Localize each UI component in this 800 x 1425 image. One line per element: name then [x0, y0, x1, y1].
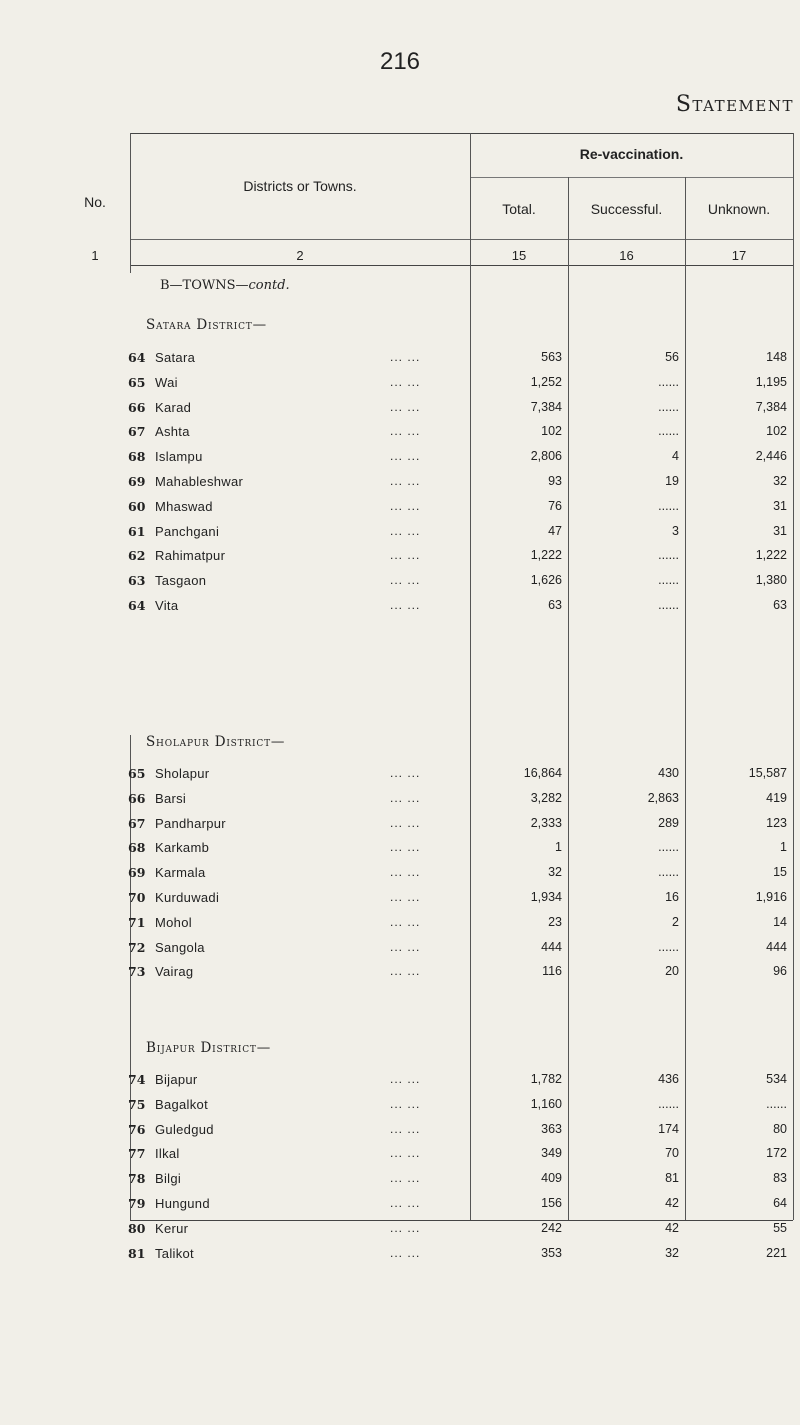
- town-name: Vita: [155, 598, 179, 613]
- total-value: 116: [542, 964, 562, 978]
- leader-dots: ... ...: [390, 816, 421, 830]
- row-number: 66: [128, 791, 146, 806]
- unknown-value: 7,384: [755, 400, 787, 414]
- leader-dots: ... ...: [390, 890, 421, 904]
- row-number: 64: [128, 598, 146, 613]
- successful-value: 42: [665, 1221, 679, 1235]
- successful-value: 42: [665, 1196, 679, 1210]
- successful-value: ......: [658, 865, 679, 879]
- row-number: 64: [128, 350, 146, 365]
- page-number: 216: [379, 48, 421, 75]
- leader-dots: ... ...: [390, 1196, 421, 1210]
- town-name: Mahableshwar: [155, 474, 244, 489]
- unknown-value: 15,587: [748, 766, 787, 780]
- col-divider-successful: [685, 177, 686, 1220]
- successful-value: ......: [658, 940, 679, 954]
- successful-value: 430: [658, 766, 679, 780]
- total-value: 7,384: [530, 400, 562, 414]
- town-name: Vairag: [155, 964, 194, 979]
- total-value: 76: [548, 499, 562, 513]
- unknown-value: 80: [773, 1122, 787, 1136]
- unknown-value: 444: [766, 940, 787, 954]
- leader-dots: ... ...: [390, 865, 421, 879]
- col-divider-district: [470, 133, 471, 1220]
- unknown-value: 1: [780, 840, 787, 854]
- row-number: 74: [128, 1072, 146, 1087]
- successful-value: ......: [658, 598, 679, 612]
- total-value: 444: [541, 940, 562, 954]
- total-value: 1,160: [530, 1097, 562, 1111]
- town-name: Karmala: [155, 865, 206, 880]
- town-name: Ilkal: [155, 1146, 180, 1161]
- successful-value: 289: [658, 816, 679, 830]
- unknown-value: 83: [773, 1171, 787, 1185]
- total-value: 409: [541, 1171, 562, 1185]
- unknown-value: 31: [773, 499, 787, 513]
- header-no: No.: [84, 194, 106, 210]
- town-name: Satara: [155, 350, 196, 365]
- colnum-no: 1: [91, 248, 99, 263]
- successful-value: ......: [658, 840, 679, 854]
- successful-value: ......: [658, 1097, 679, 1111]
- town-name: Karkamb: [155, 840, 210, 855]
- leader-dots: ... ...: [390, 1122, 421, 1136]
- successful-value: 19: [665, 474, 679, 488]
- town-name: Karad: [155, 400, 192, 415]
- unknown-value: 123: [766, 816, 787, 830]
- successful-value: ......: [658, 548, 679, 562]
- colnum-successful: 16: [619, 248, 634, 263]
- successful-value: 81: [665, 1171, 679, 1185]
- row-number: 71: [128, 915, 146, 930]
- total-value: 242: [541, 1221, 562, 1235]
- row-number: 69: [128, 474, 146, 489]
- unknown-value: 15: [773, 865, 787, 879]
- unknown-value: 1,380: [755, 573, 787, 587]
- page-heading: Statement: [675, 92, 794, 117]
- leader-dots: ... ...: [390, 573, 421, 587]
- leader-dots: ... ...: [390, 766, 421, 780]
- row-number: 75: [128, 1097, 146, 1112]
- town-name: Islampu: [155, 449, 203, 464]
- header-unknown: Unknown.: [707, 201, 771, 217]
- group-rule: [470, 177, 793, 178]
- town-name: Bagalkot: [155, 1097, 208, 1112]
- leader-dots: ... ...: [390, 474, 421, 488]
- successful-value: 20: [665, 964, 679, 978]
- colnum-rule: [130, 239, 793, 240]
- town-name: Bijapur: [155, 1072, 198, 1087]
- successful-value: ......: [658, 375, 679, 389]
- total-value: 353: [541, 1246, 562, 1260]
- leader-dots: ... ...: [390, 1072, 421, 1086]
- leader-dots: ... ...: [390, 524, 421, 538]
- town-name: Sangola: [155, 940, 205, 955]
- leader-dots: ... ...: [390, 548, 421, 562]
- leader-dots: ... ...: [390, 375, 421, 389]
- successful-value: 174: [658, 1122, 679, 1136]
- town-name: Panchgani: [155, 524, 220, 539]
- section-heading: Sholapur District—: [146, 734, 286, 750]
- total-value: 63: [548, 598, 562, 612]
- row-number: 65: [128, 766, 146, 781]
- leader-dots: ... ...: [390, 350, 421, 364]
- town-name: Barsi: [155, 791, 187, 806]
- successful-value: 70: [665, 1146, 679, 1160]
- leader-dots: ... ...: [390, 964, 421, 978]
- colnum-total: 15: [511, 248, 527, 263]
- row-number: 63: [128, 573, 146, 588]
- town-name: Mohol: [155, 915, 192, 930]
- subheading-main: B—TOWNS—: [160, 278, 249, 293]
- total-value: 1,782: [530, 1072, 562, 1086]
- town-name: Kurduwadi: [155, 890, 220, 905]
- unknown-value: 32: [773, 474, 787, 488]
- row-number: 68: [128, 449, 146, 464]
- successful-value: 3: [672, 524, 679, 538]
- leader-dots: ... ...: [390, 400, 421, 414]
- header-bottom-rule: [130, 265, 793, 266]
- row-number: 76: [128, 1122, 146, 1137]
- leader-dots: ... ...: [390, 840, 421, 854]
- leader-dots: ... ...: [390, 1171, 421, 1185]
- total-value: 1,934: [530, 890, 562, 904]
- successful-value: 32: [665, 1246, 679, 1260]
- unknown-value: 221: [766, 1246, 787, 1260]
- successful-value: 4: [672, 449, 679, 463]
- total-value: 1,626: [530, 573, 562, 587]
- successful-value: 436: [658, 1072, 679, 1086]
- header-revaccination: Re-vaccination.: [579, 146, 684, 162]
- total-value: 363: [541, 1122, 562, 1136]
- row-number: 79: [128, 1196, 146, 1211]
- unknown-value: 1,222: [755, 548, 787, 562]
- unknown-value: 14: [773, 915, 787, 929]
- leader-dots: ... ...: [390, 499, 421, 513]
- table-top-rule: [130, 133, 793, 134]
- total-value: 3,282: [530, 791, 562, 805]
- header-total: Total.: [502, 201, 536, 217]
- unknown-value: 148: [766, 350, 787, 364]
- successful-value: ......: [658, 499, 679, 513]
- successful-value: 2: [672, 915, 679, 929]
- town-name: Talikot: [155, 1246, 194, 1261]
- row-number: 70: [128, 890, 146, 905]
- unknown-value: 1,195: [755, 375, 787, 389]
- row-number: 67: [128, 816, 146, 831]
- row-number: 77: [128, 1146, 146, 1161]
- successful-value: 2,863: [647, 791, 679, 805]
- unknown-value: 1,916: [755, 890, 787, 904]
- successful-value: ......: [658, 424, 679, 438]
- colnum-district: 2: [296, 248, 304, 263]
- total-value: 93: [548, 474, 562, 488]
- unknown-value: 55: [773, 1221, 787, 1235]
- unknown-value: 102: [766, 424, 787, 438]
- town-name: Mhaswad: [155, 499, 213, 514]
- col-divider-right: [793, 133, 794, 1220]
- row-number: 81: [128, 1246, 146, 1261]
- header-district: Districts or Towns.: [243, 178, 357, 194]
- successful-value: ......: [658, 573, 679, 587]
- town-name: Guledgud: [155, 1122, 214, 1137]
- subheading-italic: contd.: [248, 278, 290, 293]
- total-value: 2,806: [530, 449, 562, 463]
- subheading: [160, 278, 290, 293]
- header-successful: Successful.: [590, 201, 663, 217]
- unknown-value: 534: [766, 1072, 787, 1086]
- section-heading: Bijapur District—: [146, 1040, 272, 1056]
- total-value: 47: [548, 524, 562, 538]
- row-number: 68: [128, 840, 146, 855]
- total-value: 349: [541, 1146, 562, 1160]
- total-value: 1: [555, 840, 562, 854]
- unknown-value: 2,446: [755, 449, 787, 463]
- total-value: 23: [548, 915, 562, 929]
- unknown-value: 96: [773, 964, 787, 978]
- unknown-value: 64: [773, 1196, 787, 1210]
- row-number: 67: [128, 424, 146, 439]
- total-value: 1,252: [530, 375, 562, 389]
- row-number: 80: [128, 1221, 146, 1236]
- row-number: 62: [128, 548, 146, 563]
- town-name: Rahimatpur: [155, 548, 226, 563]
- unknown-value: ......: [766, 1097, 787, 1111]
- leader-dots: ... ...: [390, 791, 421, 805]
- town-name: Hungund: [155, 1196, 210, 1211]
- col-divider-total: [568, 177, 569, 1220]
- leader-dots: ... ...: [390, 915, 421, 929]
- town-name: Kerur: [155, 1221, 189, 1236]
- leader-dots: ... ...: [390, 1146, 421, 1160]
- successful-value: 56: [665, 350, 679, 364]
- leader-dots: ... ...: [390, 1097, 421, 1111]
- row-number: 69: [128, 865, 146, 880]
- successful-value: 16: [665, 890, 679, 904]
- unknown-value: 419: [766, 791, 787, 805]
- town-name: Ashta: [155, 424, 190, 439]
- town-name: Sholapur: [155, 766, 210, 781]
- row-number: 72: [128, 940, 146, 955]
- row-number: 66: [128, 400, 146, 415]
- total-value: 2,333: [530, 816, 562, 830]
- leader-dots: ... ...: [390, 598, 421, 612]
- row-number: 60: [128, 499, 146, 514]
- town-name: Wai: [155, 375, 178, 390]
- row-number: 73: [128, 964, 146, 979]
- total-value: 32: [548, 865, 562, 879]
- leader-dots: ... ...: [390, 1246, 421, 1260]
- unknown-value: 172: [766, 1146, 787, 1160]
- total-value: 16,864: [523, 766, 562, 780]
- row-number: 65: [128, 375, 146, 390]
- town-name: Pandharpur: [155, 816, 226, 831]
- leader-dots: ... ...: [390, 940, 421, 954]
- leader-dots: ... ...: [390, 424, 421, 438]
- town-name: Tasgaon: [155, 573, 207, 588]
- colnum-unknown: 17: [731, 248, 747, 263]
- unknown-value: 31: [773, 524, 787, 538]
- section-heading: Satara District—: [146, 317, 267, 333]
- leader-dots: ... ...: [390, 449, 421, 463]
- total-value: 563: [541, 350, 562, 364]
- total-value: 1,222: [530, 548, 562, 562]
- unknown-value: 63: [773, 598, 787, 612]
- successful-value: ......: [658, 400, 679, 414]
- leader-dots: ... ...: [390, 1221, 421, 1235]
- total-value: 156: [541, 1196, 562, 1210]
- town-name: Bilgi: [155, 1171, 182, 1186]
- row-number: 61: [128, 524, 146, 539]
- total-value: 102: [541, 424, 562, 438]
- row-number: 78: [128, 1171, 146, 1186]
